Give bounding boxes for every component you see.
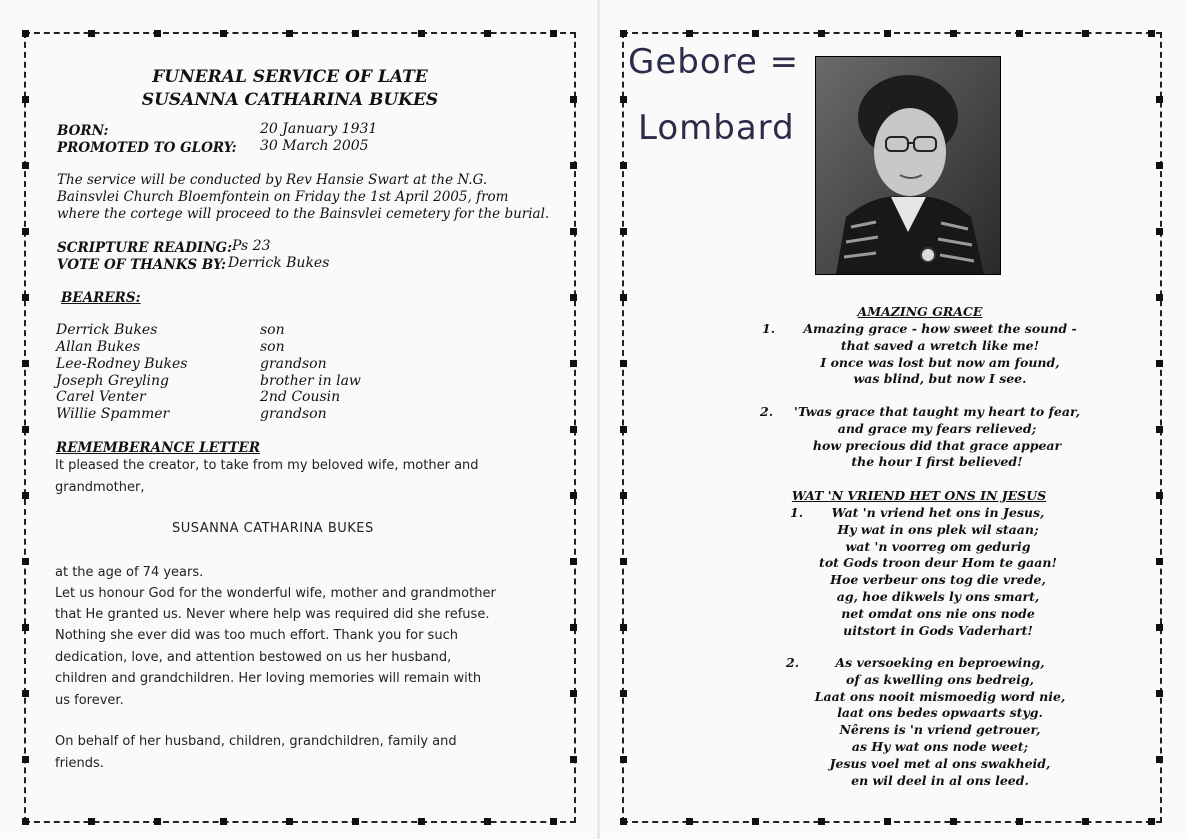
hymn1-verse1-number: 1. (762, 321, 776, 336)
verse-line: how precious did that grace appear (812, 437, 1062, 453)
letter-body-line: Let us honour God for the wonderful wife, mother and grandmother (55, 586, 496, 601)
verse-line: Nêrens is 'n vriend getrouer, (839, 722, 1041, 738)
handwritten-note-line-2: Lombard (638, 108, 795, 148)
letter-body-line: dedication, love, and attention bestowed on us her husband, (55, 650, 452, 665)
verse-line: as Hy wat ons node weet; (851, 738, 1029, 754)
border-marker (418, 818, 425, 825)
bearer-relation: grandson (260, 406, 327, 422)
verse-line: of as kwelling ons bedreig, (846, 671, 1034, 687)
border-marker (286, 818, 293, 825)
bearer-name: Allan Bukes (56, 339, 141, 355)
border-marker (1156, 162, 1163, 169)
portrait-photo-drawing (816, 57, 1000, 274)
border-marker (22, 228, 29, 235)
hymn2-verse2-number: 2. (786, 655, 800, 670)
border-marker (1148, 818, 1155, 825)
border-marker (620, 690, 627, 697)
border-marker (1156, 624, 1163, 631)
border-marker (154, 30, 161, 37)
bearer-relation: son (260, 339, 285, 355)
thanks-value: Derrick Bukes (228, 255, 330, 271)
letter-intro-line: grandmother, (55, 480, 145, 495)
bearer-relation: grandson (260, 356, 327, 372)
letter-body-line: Nothing she ever did was too much effort. Thank you for such (55, 628, 458, 643)
border-marker (88, 818, 95, 825)
bearer-name: Carel Venter (56, 389, 146, 405)
border-marker (22, 558, 29, 565)
border-marker (570, 360, 577, 367)
border-marker (620, 624, 627, 631)
handwritten-note-line-1: Gebore = (628, 42, 800, 82)
border-marker (1156, 756, 1163, 763)
border-marker (88, 30, 95, 37)
letter-body-line: children and grandchildren. Her loving memories will remain with (55, 671, 482, 686)
border-marker (22, 426, 29, 433)
hymn2-verse1 (738, 505, 1138, 639)
verse-line: Wat 'n vriend het ons in Jesus, (831, 505, 1045, 520)
verse-line: uitstort in Gods Vaderhart! (843, 622, 1033, 638)
border-marker (570, 294, 577, 301)
bearer-name: Derrick Bukes (56, 322, 158, 338)
scripture-label: SCRIPTURE READING: (57, 240, 233, 256)
bearer-name: Joseph Greyling (56, 373, 169, 389)
border-marker (484, 818, 491, 825)
border-marker (1016, 818, 1023, 825)
border-marker (620, 294, 627, 301)
border-marker (620, 756, 627, 763)
verse-line: that saved a wretch like me! (840, 337, 1040, 353)
border-marker (1156, 96, 1163, 103)
border-marker (22, 30, 29, 37)
border-marker (686, 818, 693, 825)
letter-body-line: at the age of 74 years. (55, 565, 204, 580)
verse-line: the hour I first believed! (851, 454, 1023, 470)
service-line-1: The service will be conducted by Rev Hansie Swart at the N.G. (57, 172, 488, 188)
border-marker (570, 426, 577, 433)
verse-line: tot Gods troon deur Hom te gaan! (819, 555, 1057, 571)
border-marker (950, 30, 957, 37)
verse-line: Hoe verbeur ons tog die vrede, (830, 572, 1046, 588)
border-marker (154, 818, 161, 825)
border-marker (352, 30, 359, 37)
bearer-name: Lee-Rodney Bukes (56, 356, 188, 372)
border-marker (1082, 818, 1089, 825)
border-marker (620, 30, 627, 37)
border-marker (220, 30, 227, 37)
border-marker (620, 818, 627, 825)
border-marker (950, 818, 957, 825)
border-marker (620, 558, 627, 565)
border-marker (620, 426, 627, 433)
border-marker (22, 492, 29, 499)
border-marker (1156, 558, 1163, 565)
border-marker (884, 818, 891, 825)
right-page (600, 0, 1187, 839)
verse-line: 'Twas grace that taught my heart to fear, (794, 404, 1080, 419)
border-marker (884, 30, 891, 37)
border-marker (286, 30, 293, 37)
border-marker (22, 624, 29, 631)
hymn1-verse1 (740, 321, 1140, 388)
hymn1-verse2 (737, 404, 1137, 471)
letter-heading: REMEMBERANCE LETTER (56, 440, 261, 456)
scripture-value: Ps 23 (232, 238, 271, 254)
border-marker (1082, 30, 1089, 37)
border-marker (1156, 690, 1163, 697)
promoted-value: 30 March 2005 (260, 138, 369, 154)
letter-closing-line: On behalf of her husband, children, grandchildren, family and (55, 734, 457, 749)
border-marker (1156, 294, 1163, 301)
bearer-relation: 2nd Cousin (260, 389, 341, 405)
border-marker (620, 360, 627, 367)
born-value: 20 January 1931 (260, 121, 378, 137)
hymn2-verse2 (740, 655, 1140, 789)
thanks-label: VOTE OF THANKS BY: (57, 257, 227, 273)
border-marker (22, 818, 29, 825)
verse-line: wat 'n voorreg om gedurig (845, 538, 1031, 554)
hymn2-verse1-number: 1. (790, 505, 804, 520)
border-marker (620, 96, 627, 103)
border-marker (484, 30, 491, 37)
border-marker (550, 30, 557, 37)
verse-line: net omdat ons nie ons node (841, 605, 1035, 621)
portrait-photo (815, 56, 1001, 275)
border-marker (352, 818, 359, 825)
letter-body-line: us forever. (55, 693, 124, 708)
border-marker (418, 30, 425, 37)
verse-line: I once was lost but now am found, (820, 354, 1060, 370)
title-line-1: FUNERAL SERVICE OF LATE (152, 67, 428, 87)
border-marker (550, 818, 557, 825)
border-marker (1156, 426, 1163, 433)
border-marker (620, 228, 627, 235)
hymn2-title: WAT 'N VRIEND HET ONS IN JESUS (791, 488, 1047, 503)
border-marker (22, 690, 29, 697)
verse-line: Laat ons nooit mismoedig word nie, (814, 688, 1066, 704)
border-marker (570, 492, 577, 499)
born-label: BORN: (57, 123, 109, 139)
border-marker (818, 30, 825, 37)
letter-intro-line: It pleased the creator, to take from my beloved wife, mother and (55, 458, 479, 473)
border-marker (752, 818, 759, 825)
hymn1-verse2-number: 2. (760, 404, 774, 419)
letter-closing-line: friends. (55, 756, 104, 771)
border-marker (1156, 360, 1163, 367)
border-marker (220, 818, 227, 825)
verse-line: As versoeking en beproewing, (835, 655, 1045, 670)
letter-body-line: that He granted us. Never where help was required did she refuse. (55, 607, 490, 622)
bearers-heading: BEARERS: (61, 290, 141, 306)
border-marker (1148, 30, 1155, 37)
verse-line: was blind, but now I see. (853, 371, 1027, 387)
border-marker (1016, 30, 1023, 37)
border-marker (686, 30, 693, 37)
border-marker (620, 162, 627, 169)
bearer-relation: brother in law (260, 373, 361, 389)
title-line-2: SUSANNA CATHARINA BUKES (141, 90, 439, 110)
border-marker (570, 624, 577, 631)
border-marker (570, 228, 577, 235)
service-line-3: where the cortege will proceed to the Bainsvlei cemetery for the burial. (57, 206, 550, 222)
border-marker (22, 756, 29, 763)
border-marker (22, 360, 29, 367)
hymn1-title: AMAZING GRACE (857, 304, 983, 319)
verse-line: Jesus voel met al ons swakheid, (829, 755, 1051, 771)
verse-line: laat ons bedes opwaarts styg. (837, 705, 1043, 721)
verse-line: Amazing grace - how sweet the sound - (803, 321, 1077, 336)
bearer-relation: son (260, 322, 285, 338)
border-marker (570, 756, 577, 763)
verse-line: Hy wat in ons plek wil staan; (837, 521, 1039, 537)
border-marker (752, 30, 759, 37)
border-marker (22, 162, 29, 169)
border-marker (1156, 228, 1163, 235)
service-line-2: Bainsvlei Church Bloemfontein on Friday the 1st April 2005, from (57, 189, 509, 205)
promoted-label: PROMOTED TO GLORY: (57, 140, 237, 156)
verse-line: en wil deel in al ons leed. (851, 772, 1029, 788)
letter-name: SUSANNA CATHARINA BUKES (172, 521, 374, 536)
border-marker (22, 294, 29, 301)
border-marker (570, 690, 577, 697)
bearer-name: Willie Spammer (56, 406, 170, 422)
verse-line: ag, hoe dikwels ly ons smart, (836, 588, 1040, 604)
border-marker (818, 818, 825, 825)
border-marker (570, 162, 577, 169)
border-marker (570, 558, 577, 565)
verse-line: and grace my fears relieved; (837, 420, 1037, 436)
